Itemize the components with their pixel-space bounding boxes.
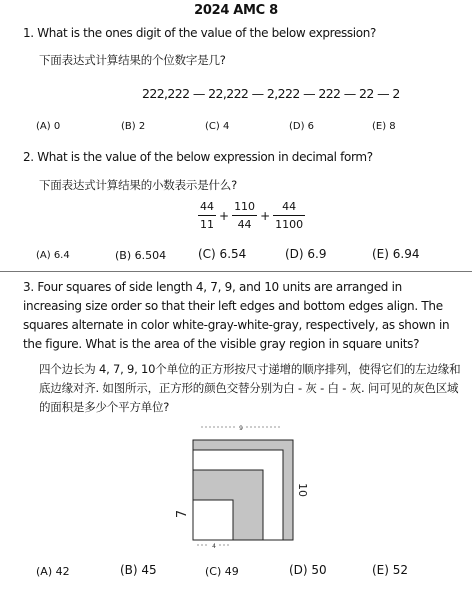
q3-option-c: (C) 49	[205, 565, 239, 578]
fraction-2-numerator: 110	[232, 200, 257, 216]
page-title: 2024 AMC 8	[194, 3, 278, 18]
fraction-1-numerator: 44	[198, 200, 216, 216]
q2-option-b: (B) 6.504	[115, 249, 167, 262]
q2-option-e: (E) 6.94	[372, 247, 420, 261]
fraction-1-denominator: 11	[200, 218, 214, 231]
q1-option-a: (A) 0	[36, 121, 61, 132]
q3-chinese-text: 四个边长为 4, 7, 9, 10个单位的正方形按尺寸递增的顺序排列，使得它们的左边缘和底边缘对齐. 如图所示，正方形的颜色交替分别为白 - 灰 - 白 - 灰. 问可见的灰色区域的面积是多少个平方单位?	[39, 362, 461, 414]
plus-sign: +	[219, 208, 230, 223]
q3-option-b: (B) 45	[120, 563, 157, 577]
squares-figure	[175, 418, 310, 550]
fraction-2	[232, 200, 257, 231]
section-divider	[0, 271, 472, 272]
plus-sign: +	[260, 208, 271, 223]
q1-option-d: (D) 6	[289, 121, 315, 132]
q3-option-d: (D) 50	[289, 563, 327, 577]
q2-fraction-expression	[198, 200, 305, 231]
q2-option-c: (C) 6.54	[198, 247, 247, 261]
fraction-2-denominator: 44	[237, 218, 252, 231]
square-4-white	[193, 500, 233, 540]
label-side-10: 10	[296, 483, 309, 497]
q2-chinese-text: 下面表达式计算结果的小数表示是什么?	[39, 178, 238, 192]
q1-chinese-text: 下面表达式计算结果的个位数字是几?	[39, 53, 226, 67]
q3-option-e: (E) 52	[372, 563, 409, 577]
label-side-4: 4	[212, 543, 216, 550]
q2-option-a: (A) 6.4	[36, 250, 70, 261]
q1-text: 1. What is the ones digit of the value of the below expression?	[23, 26, 377, 40]
q3-option-a: (A) 42	[36, 565, 70, 578]
fraction-3-denominator: 1100	[275, 218, 304, 231]
label-side-9: 9	[239, 425, 243, 432]
q3-text: 3. Four squares of side length 4, 7, 9, and 10 units are arranged in increasing size order so that their left edges and bottom edges align. The squares alternate in color white-gray-white-gray, respectively, as shown in the figure. What is the area of the visible gray region in square units?	[23, 280, 450, 351]
q2-text: 2. What is the value of the below expression in decimal form?	[23, 150, 373, 164]
label-side-7: 7	[175, 509, 190, 519]
fraction-1	[198, 200, 216, 231]
q2-option-d: (D) 6.9	[285, 247, 327, 261]
q1-option-b: (B) 2	[121, 121, 146, 132]
fraction-3	[273, 200, 305, 231]
fraction-3-numerator: 44	[273, 200, 305, 216]
q1-option-c: (C) 4	[205, 121, 230, 132]
q1-option-e: (E) 8	[372, 121, 396, 132]
q1-expression: 222,222 — 22,222 — 2,222 — 222 — 22 — 2	[142, 86, 400, 101]
